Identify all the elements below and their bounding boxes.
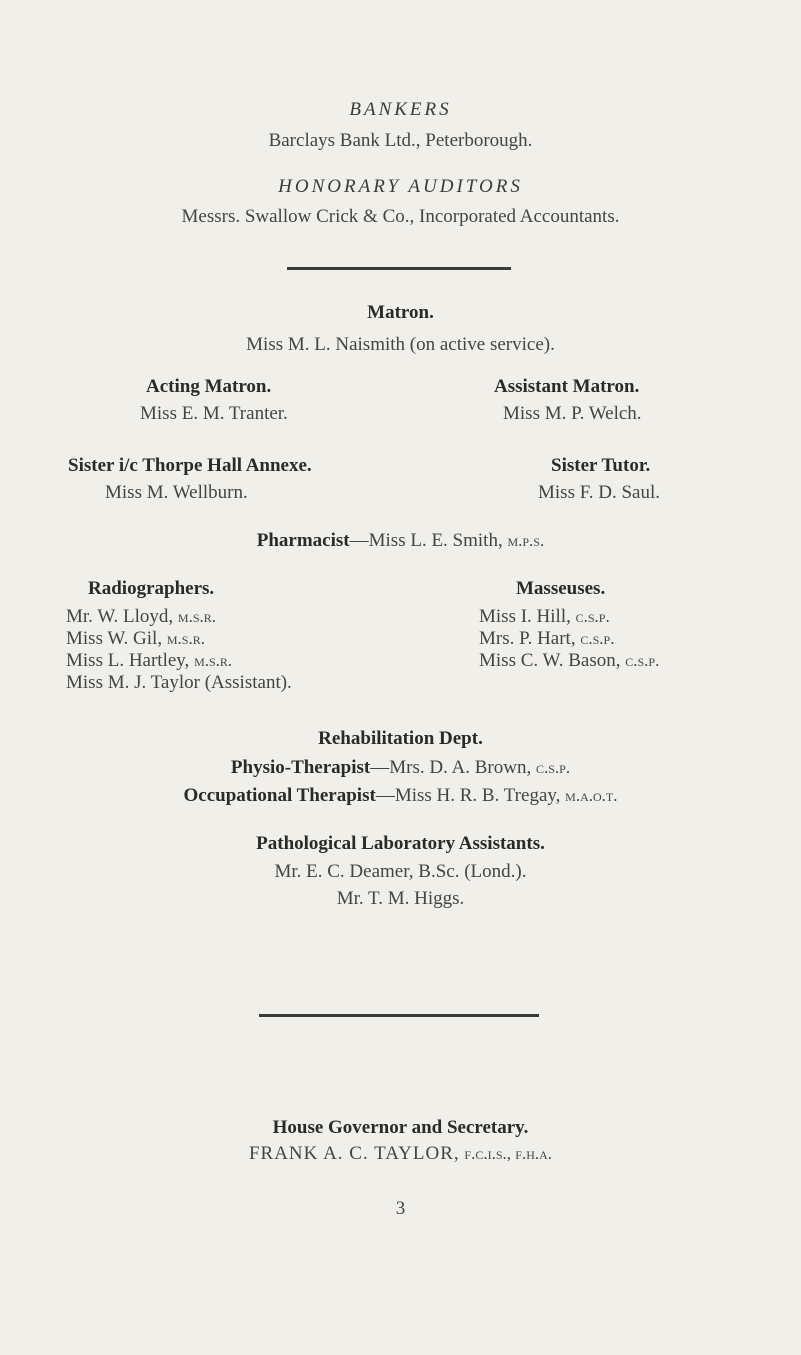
radiographer-item: Miss L. Hartley, m.s.r.: [66, 650, 233, 671]
divider-bottom: [259, 1014, 539, 1017]
sister-annexe-heading: Sister i/c Thorpe Hall Annexe.: [68, 455, 312, 476]
matron-heading: Matron.: [367, 302, 434, 323]
pharmacist-line: [0, 530, 801, 552]
acting-matron-heading: Acting Matron.: [146, 376, 272, 397]
laboratory-member: Mr. E. C. Deamer, B.Sc. (Lond.).: [274, 861, 527, 882]
auditors-text: Messrs. Swallow Crick & Co., Incorporated Accountants.: [181, 206, 620, 227]
occupational-qual: m.a.o.t.: [565, 786, 618, 805]
radiographer-item: Mr. W. Lloyd, m.s.r.: [66, 606, 217, 627]
radiographer-item: Miss M. J. Taylor (Assistant).: [66, 672, 292, 693]
masseuses-heading: Masseuses.: [516, 578, 606, 599]
radiographers-heading: Radiographers.: [88, 578, 215, 599]
governor-name: FRANK A. C. TAYLOR,: [248, 1143, 460, 1164]
occupational-line: [0, 785, 801, 807]
assistant-matron-heading: Assistant Matron.: [494, 376, 640, 397]
occupational-name: —Miss H. R. B. Tregay,: [375, 785, 561, 806]
physio-qual: c.s.p.: [535, 758, 571, 777]
occupational-label: Occupational Therapist: [183, 785, 376, 806]
radiographers-list: [66, 606, 292, 694]
sister-tutor-heading: Sister Tutor.: [551, 455, 651, 476]
bankers-text: Barclays Bank Ltd., Peterborough.: [268, 130, 533, 151]
rehabilitation-heading: Rehabilitation Dept.: [318, 728, 483, 749]
masseuse-item: Miss I. Hill, c.s.p.: [479, 606, 610, 627]
sister-tutor-name: Miss F. D. Saul.: [538, 482, 661, 503]
acting-matron-name: Miss E. M. Tranter.: [140, 403, 288, 424]
divider-top: [287, 267, 511, 270]
masseuse-item: Miss C. W. Bason, c.s.p.: [479, 650, 660, 671]
pharmacist-name: —Miss L. E. Smith,: [349, 530, 503, 551]
pharmacist-qual: m.p.s.: [507, 531, 545, 550]
masseuses-list: [479, 606, 659, 672]
laboratory-heading: Pathological Laboratory Assistants.: [256, 833, 545, 854]
masseuse-item: Mrs. P. Hart, c.s.p.: [479, 628, 615, 649]
physio-name: —Mrs. D. A. Brown,: [370, 757, 532, 778]
pharmacist-label: Pharmacist: [256, 530, 350, 551]
governor-heading: House Governor and Secretary.: [272, 1117, 529, 1138]
matron-name: Miss M. L. Naismith (on active service).: [246, 334, 555, 355]
bankers-heading: BANKERS: [349, 99, 452, 120]
auditors-heading: HONORARY AUDITORS: [278, 176, 523, 197]
sister-annexe-name: Miss M. Wellburn.: [105, 482, 248, 503]
physio-label: Physio-Therapist: [230, 757, 371, 778]
page-number: 3: [395, 1198, 406, 1219]
physio-line: [0, 757, 801, 779]
governor-qual: f.c.i.s., f.h.a.: [464, 1144, 553, 1163]
radiographer-item: Miss W. Gil, m.s.r.: [66, 628, 205, 649]
laboratory-member: Mr. T. M. Higgs.: [336, 888, 465, 909]
assistant-matron-name: Miss M. P. Welch.: [503, 403, 642, 424]
governor-line: [0, 1143, 801, 1165]
